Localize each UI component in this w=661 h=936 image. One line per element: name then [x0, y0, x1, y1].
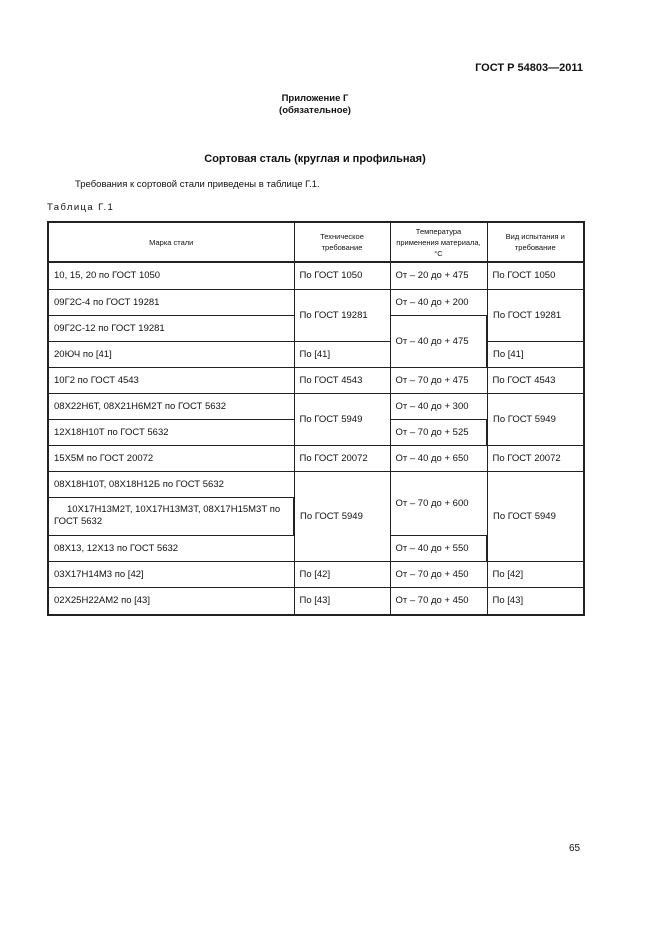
- cell-grade: 08Х22Н6Т, 08Х21Н6М2Т по ГОСТ 5632: [48, 393, 294, 419]
- cell-temperature: От – 40 до + 650: [390, 445, 487, 471]
- cell-grade: 12Х18Н10Т по ГОСТ 5632: [48, 419, 294, 445]
- cell-testing: По ГОСТ 5949: [487, 471, 584, 561]
- cell-technical: По [42]: [294, 561, 390, 587]
- cell-technical: По ГОСТ 20072: [294, 445, 390, 471]
- cell-temperature: От – 40 до + 550: [390, 535, 487, 561]
- table-row: [48, 262, 584, 289]
- cell-grade: 08Х18Н10Т, 08Х18Н12Б по ГОСТ 5632: [48, 471, 294, 497]
- header-technical: Техническое требование: [294, 222, 390, 262]
- cell-temperature: От – 20 до + 475: [390, 262, 487, 289]
- cell-technical: По [41]: [294, 341, 390, 367]
- annex-status: (обязательное): [279, 105, 351, 116]
- cell-technical: По ГОСТ 4543: [294, 367, 390, 393]
- table-row: [48, 393, 584, 419]
- section-heading: Сортовая сталь (круглая и профильная): [204, 153, 426, 165]
- cell-grade: 02Х25Н22АМ2 по [43]: [48, 587, 294, 615]
- cell-testing: По [43]: [487, 587, 584, 615]
- cell-testing: По ГОСТ 1050: [487, 262, 584, 289]
- cell-temperature: От – 70 до + 450: [390, 561, 487, 587]
- cell-grade: 08Х13, 12Х13 по ГОСТ 5632: [48, 535, 294, 561]
- cell-technical: По ГОСТ 5949: [294, 393, 390, 445]
- header-grade: Марка стали: [48, 222, 294, 262]
- cell-testing: По ГОСТ 19281: [487, 289, 584, 341]
- steel-grades-table: [47, 221, 585, 616]
- cell-grade: 03Х17Н14М3 по [42]: [48, 561, 294, 587]
- page-number: 65: [569, 843, 581, 854]
- cell-temperature: От – 70 до + 525: [390, 419, 487, 445]
- cell-testing: По [41]: [487, 341, 584, 367]
- table-row: [48, 341, 584, 367]
- cell-testing: По ГОСТ 5949: [487, 393, 584, 445]
- cell-grade: 09Г2С-4 по ГОСТ 19281: [48, 289, 294, 315]
- cell-temperature: От – 40 до + 200: [390, 289, 487, 315]
- cell-temperature: От – 70 до + 450: [390, 587, 487, 615]
- table-row: [48, 561, 584, 587]
- header-temperature: Температура применения материала, °С: [390, 222, 487, 262]
- cell-testing: По ГОСТ 20072: [487, 445, 584, 471]
- document-code: ГОСТ Р 54803—2011: [475, 62, 583, 74]
- annex-block: [0, 93, 630, 117]
- cell-technical: По ГОСТ 5949: [294, 471, 390, 561]
- cell-temperature: От – 40 до + 475: [390, 315, 487, 367]
- cell-grade: 20ЮЧ по [41]: [48, 341, 294, 367]
- cell-temperature: От – 70 до + 600: [390, 471, 487, 535]
- cell-testing: По [42]: [487, 561, 584, 587]
- table-row: [48, 587, 584, 615]
- cell-technical: По ГОСТ 19281: [294, 289, 390, 341]
- cell-grade: 09Г2С-12 по ГОСТ 19281: [48, 315, 294, 341]
- table-header-row: [48, 222, 584, 262]
- table-row: [48, 471, 584, 497]
- table-row: [48, 289, 584, 315]
- cell-technical: По ГОСТ 1050: [294, 262, 390, 289]
- table-caption: Таблица Г.1: [47, 202, 115, 213]
- header-testing: Вид испытания и требование: [487, 222, 584, 262]
- table-row: [48, 367, 584, 393]
- cell-temperature: От – 70 до + 475: [390, 367, 487, 393]
- cell-grade: 10Г2 по ГОСТ 4543: [48, 367, 294, 393]
- table-row: [48, 445, 584, 471]
- cell-testing: По ГОСТ 4543: [487, 367, 584, 393]
- intro-paragraph: Требования к сортовой стали приведены в таблице Г.1.: [75, 179, 320, 190]
- cell-grade: 10Х17Н13М2Т, 10Х17Н13М3Т, 08Х17Н15М3Т по ГОСТ 5632: [48, 497, 294, 535]
- cell-temperature: От – 40 до + 300: [390, 393, 487, 419]
- cell-technical: По [43]: [294, 587, 390, 615]
- cell-grade: 15Х5М по ГОСТ 20072: [48, 445, 294, 471]
- cell-grade: 10, 15, 20 по ГОСТ 1050: [48, 262, 294, 289]
- annex-title: Приложение Г: [281, 93, 349, 104]
